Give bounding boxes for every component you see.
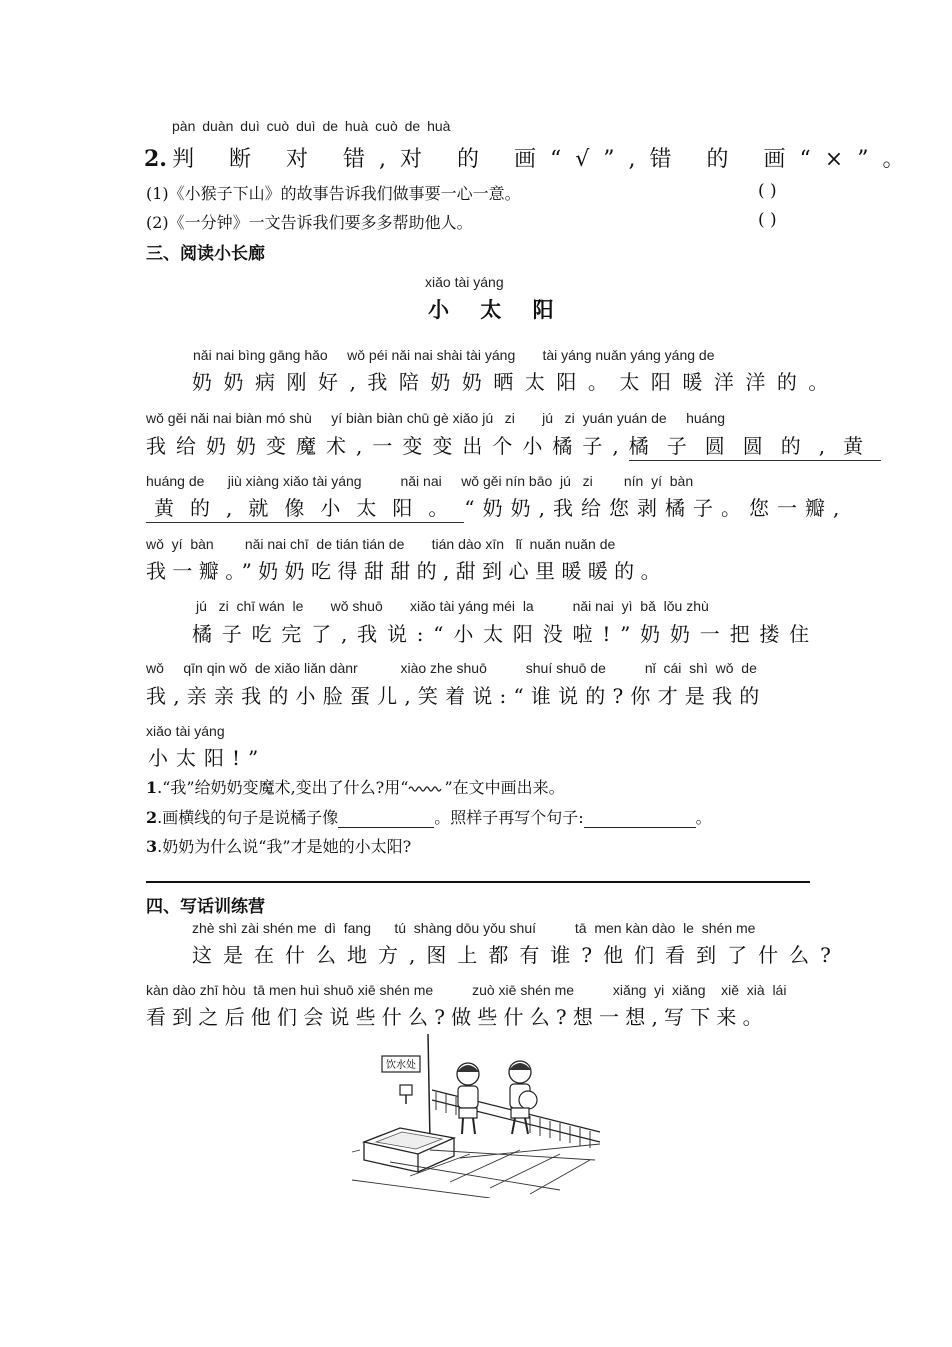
story-pinyin-7: xiǎo tài yáng: [146, 723, 225, 739]
rq2-text-c: 。: [695, 808, 712, 827]
writing-pinyin-2: kàn dào zhī hòu tā men huì shuō xiē shén me zuò xiē shén me xiǎng yi xiǎng xiě xià lái: [146, 982, 787, 998]
story-pinyin-4: wǒ yí bàn nǎi nai chī de tián tián de tián dào xīn lǐ nuǎn nuǎn de: [146, 536, 616, 552]
story-line-3-b: “奶奶,我给您剥橘子。您一瓣,: [464, 496, 848, 520]
rq1-number: 1: [146, 778, 158, 797]
q2-pinyin: pàn duàn duì cuò duì de huà cuò de huà: [172, 118, 451, 134]
rq2-number: 2: [146, 808, 158, 827]
story-title-pinyin: xiǎo tài yáng: [425, 274, 504, 290]
section-divider: [146, 881, 810, 883]
story-line-1: 奶奶病刚好,我陪奶奶晒太阳。太阳暖洋洋的。: [192, 370, 840, 394]
story-line-2: [146, 430, 881, 459]
story-pinyin-3: huáng de jiù xiàng xiǎo tài yáng nǎi nai wǒ gěi nín bāo jú zi nín yí bàn: [146, 473, 694, 489]
underlined-sentence-part-2: 黄的,就像小太阳。: [146, 496, 464, 523]
reading-question-2: [146, 805, 712, 828]
drinking-fountain-illustration: [350, 1030, 605, 1198]
q2-answer-paren-1[interactable]: ( ): [758, 181, 777, 201]
sign-text: 饮水处: [386, 1060, 416, 1071]
story-pinyin-2: wǒ gěi nǎi nai biàn mó shù yí biàn biàn chū gè xiǎo jú zi jú zi yuán yuán de huáng: [146, 410, 726, 426]
writing-pinyin-1: zhè shì zài shén me dì fang tú shàng dōu yǒu shuí tā men kàn dào le shén me: [192, 920, 756, 936]
rq3-text: .奶奶为什么说“我”才是她的小太阳?: [157, 837, 412, 856]
story-pinyin-5: jú zi chī wán le wǒ shuō xiǎo tài yáng méi la nǎi nai yì bǎ lǒu zhù: [196, 598, 709, 614]
rq2-blank-1[interactable]: [338, 811, 434, 828]
story-pinyin-1: nǎi nai bìng gāng hǎo wǒ péi nǎi nai shài tài yáng tài yáng nuǎn yáng yáng de: [193, 347, 715, 363]
story-line-4: 我一瓣。”奶奶吃得甜甜的,甜到心里暖暖的。: [146, 559, 667, 583]
rq1-text-a: .“我”给奶奶变魔术,变出了什么?用“: [157, 778, 409, 797]
story-line-2-a: 我给奶奶变魔术,一变变出个小橘子,: [146, 434, 629, 458]
q2-item-2: (2)《一分钟》一文告诉我们要多多帮助他人。: [146, 213, 473, 232]
q2-number: 2.: [144, 146, 167, 172]
story-line-7: 小太阳!”: [148, 746, 267, 770]
q2-answer-paren-2[interactable]: ( ): [758, 210, 777, 230]
section3-heading: 三、阅读小长廊: [146, 244, 265, 264]
section4-heading: 四、写话训练营: [146, 897, 265, 917]
rq1-text-b: ”在文中画出来。: [444, 778, 565, 797]
wavy-line-icon: [408, 783, 444, 793]
writing-line-2: 看到之后他们会说些什么?做些什么?想一想,写下来。: [146, 1005, 769, 1029]
q2-item-1: (1)《小猴子下山》的故事告诉我们做事要一心一意。: [146, 184, 521, 203]
rq2-blank-2[interactable]: [584, 811, 696, 828]
story-title: 小 太 阳: [428, 297, 566, 322]
q2-heading: [144, 142, 918, 173]
rq3-number: 3: [146, 837, 158, 856]
rq2-text-a: .画横线的句子是说橘子像: [157, 808, 339, 827]
reading-question-3: [146, 834, 411, 857]
q2-text: 判 断 对 错,对 的 画“√”,错 的 画“×”。: [172, 147, 919, 172]
story-line-5: 橘子吃完了,我说:“小太阳没啦!”奶奶一把搂住: [192, 622, 819, 646]
rq2-text-b: 。照样子再写个句子:: [434, 808, 584, 827]
underlined-sentence-part-1: 橘子圆圆的,黄: [629, 434, 881, 461]
writing-line-1: 这是在什么地方,图上都有谁?他们看到了什么?: [192, 943, 842, 967]
reading-question-1: [146, 775, 565, 798]
story-line-3: [146, 492, 847, 521]
story-pinyin-6: wǒ qīn qin wǒ de xiǎo liǎn dànr xiào zhe shuō shuí shuō de nǐ cái shì wǒ de: [146, 660, 757, 676]
story-line-6: 我,亲亲我的小脸蛋儿,笑着说:“谁说的?你才是我的: [146, 684, 767, 708]
